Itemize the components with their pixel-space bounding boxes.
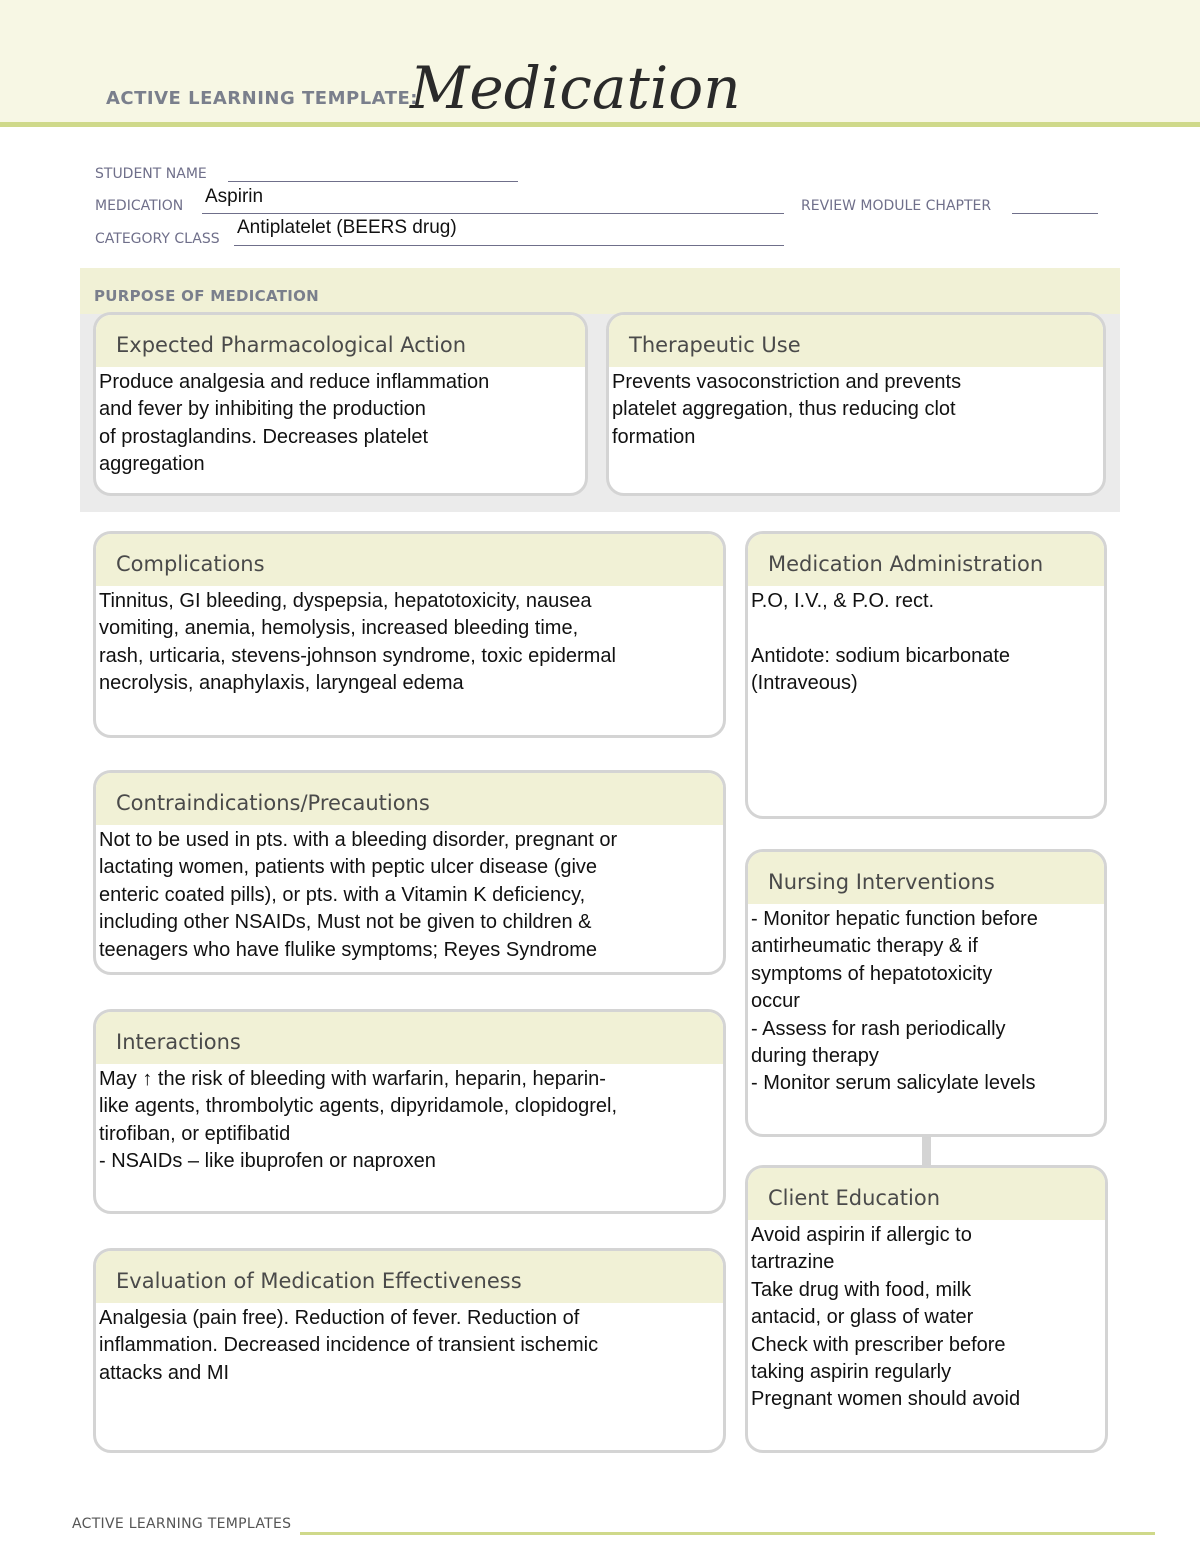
contraindications-title: Contraindications/Precautions [96, 773, 723, 825]
complications-title: Complications [96, 534, 723, 586]
contraindications-text[interactable]: Not to be used in pts. with a bleeding disorder, pregnant or lactating women, patients with peptic ulcer disease (give enteric coated pills), or pts. with a Vitamin K deficiency, including other NSAIDs, Must not be given to children & teenagers who have flulike symptoms; Reyes Syndrome [99, 829, 618, 961]
category-class-line [234, 245, 784, 246]
footer-label: ACTIVE LEARNING TEMPLATES [72, 1516, 292, 1532]
category-class-field[interactable]: Antiplatelet (BEERS drug) [237, 217, 457, 238]
medication-label: MEDICATION [95, 198, 184, 214]
review-module-label: REVIEW MODULE CHAPTER [801, 198, 992, 214]
medication-line [202, 213, 784, 214]
contraindications-card [93, 770, 726, 975]
administration-title: Medication Administration [748, 534, 1104, 586]
interactions-title: Interactions [96, 1012, 723, 1064]
student-name-label: STUDENT NAME [95, 166, 207, 182]
evaluation-card [93, 1248, 726, 1453]
student-name-line [228, 181, 518, 182]
nursing-interventions-card [745, 849, 1107, 1137]
interactions-text[interactable]: May ↑ the risk of bleeding with warfarin, heparin, heparin- like agents, thrombolytic agents, dipyridamole, clopidogrel, tirofiban, or eptifibatid - NSAIDs – like ibuprofen or naproxen [99, 1068, 618, 1173]
review-module-line [1012, 213, 1098, 214]
expected-action-card [93, 312, 588, 496]
header-prefix: ACTIVE LEARNING TEMPLATE: [106, 88, 418, 109]
therapeutic-use-card [606, 312, 1106, 496]
card-connector [922, 1135, 931, 1167]
footer-rule [300, 1532, 1155, 1535]
client-education-title: Client Education [748, 1168, 1105, 1220]
complications-card [93, 531, 726, 738]
page-title: Medication [410, 54, 741, 122]
header-rule [0, 122, 1200, 127]
expected-action-title: Expected Pharmacological Action [96, 315, 585, 367]
client-education-card [745, 1165, 1108, 1453]
purpose-label: PURPOSE OF MEDICATION [94, 287, 320, 305]
client-education-text[interactable]: Avoid aspirin if allergic to tartrazine Take drug with food, milk antacid, or glass of water Check with prescriber before taking aspirin regularly Pregnant women should avoid [751, 1224, 1021, 1411]
administration-card [745, 531, 1107, 819]
medication-field[interactable]: Aspirin [205, 186, 264, 207]
therapeutic-use-text[interactable]: Prevents vasoconstriction and prevents platelet aggregation, thus reducing clot formation [612, 371, 962, 448]
evaluation-text[interactable]: Analgesia (pain free). Reduction of fever. Reduction of inflammation. Decreased incidence of transient ischemic attacks and MI [99, 1307, 599, 1384]
nursing-interventions-title: Nursing Interventions [748, 852, 1104, 904]
complications-text[interactable]: Tinnitus, GI bleeding, dyspepsia, hepatotoxicity, nausea vomiting, anemia, hemolysis, increased bleeding time, rash, urticaria, stevens-johnson syndrome, toxic epidermal necrolysis, anaphylaxis, laryngeal edema [99, 590, 616, 695]
evaluation-title: Evaluation of Medication Effectiveness [96, 1251, 723, 1303]
expected-action-text[interactable]: Produce analgesia and reduce inflammation and fever by inhibiting the production of prostaglandins. Decreases platelet aggregation [99, 371, 490, 476]
nursing-interventions-text[interactable]: - Monitor hepatic function before antirheumatic therapy & if symptoms of hepatotoxicity occur - Assess for rash periodically during therapy - Monitor serum salicylate levels [751, 908, 1038, 1095]
interactions-card [93, 1009, 726, 1214]
administration-text[interactable]: P.O, I.V., & P.O. rect. Antidote: sodium bicarbonate (Intraveous) [751, 590, 1011, 695]
therapeutic-use-title: Therapeutic Use [609, 315, 1103, 367]
category-class-label: CATEGORY CLASS [95, 231, 220, 247]
